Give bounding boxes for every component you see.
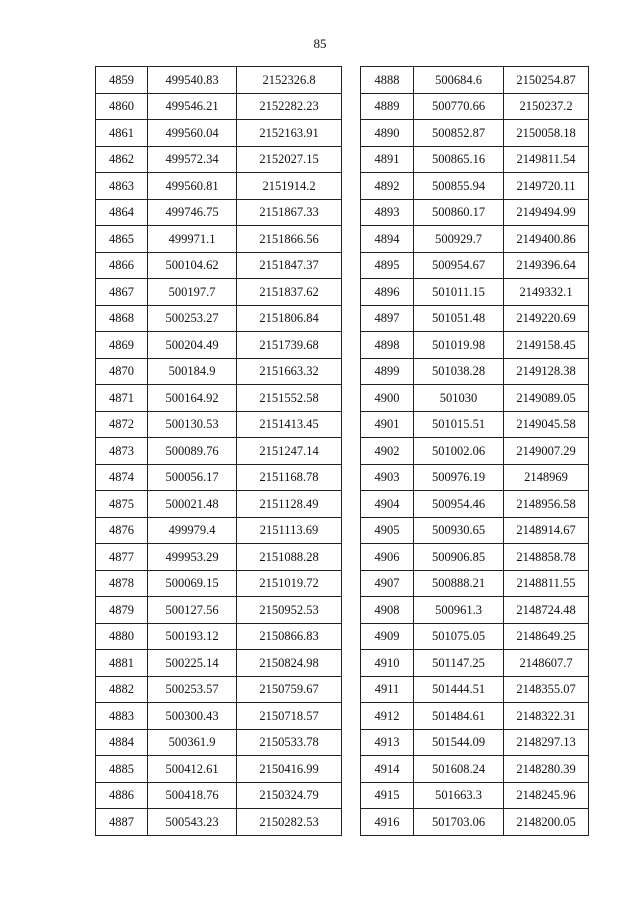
x-coordinate-cell: 501051.48 bbox=[414, 305, 504, 332]
point-number-cell: 4915 bbox=[361, 782, 414, 809]
x-coordinate-cell: 500021.48 bbox=[148, 491, 237, 518]
x-coordinate-cell: 500954.67 bbox=[414, 252, 504, 279]
table-row bbox=[361, 146, 589, 173]
x-coordinate-cell: 501703.06 bbox=[414, 809, 504, 836]
y-coordinate-cell: 2150058.18 bbox=[504, 120, 589, 147]
y-coordinate-cell: 2149089.05 bbox=[504, 385, 589, 412]
y-coordinate-cell: 2152027.15 bbox=[237, 146, 342, 173]
y-coordinate-cell: 2151866.56 bbox=[237, 226, 342, 253]
y-coordinate-cell: 2148811.55 bbox=[504, 570, 589, 597]
table-row bbox=[96, 358, 342, 385]
table-row bbox=[96, 279, 342, 306]
x-coordinate-cell: 499540.83 bbox=[148, 67, 237, 94]
point-number-cell: 4862 bbox=[96, 146, 148, 173]
table-row bbox=[361, 93, 589, 120]
point-number-cell: 4898 bbox=[361, 332, 414, 359]
table-row bbox=[96, 809, 342, 836]
y-coordinate-cell: 2150416.99 bbox=[237, 756, 342, 783]
point-number-cell: 4881 bbox=[96, 650, 148, 677]
point-number-cell: 4912 bbox=[361, 703, 414, 730]
y-coordinate-cell: 2151739.68 bbox=[237, 332, 342, 359]
y-coordinate-cell: 2148322.31 bbox=[504, 703, 589, 730]
point-number-cell: 4893 bbox=[361, 199, 414, 226]
table-row bbox=[361, 597, 589, 624]
table-row bbox=[361, 650, 589, 677]
x-coordinate-cell: 500197.7 bbox=[148, 279, 237, 306]
table-row bbox=[96, 411, 342, 438]
y-coordinate-cell: 2150718.57 bbox=[237, 703, 342, 730]
y-coordinate-cell: 2148956.58 bbox=[504, 491, 589, 518]
x-coordinate-cell: 500929.7 bbox=[414, 226, 504, 253]
table-row bbox=[361, 809, 589, 836]
table-row bbox=[361, 411, 589, 438]
y-coordinate-cell: 2149720.11 bbox=[504, 173, 589, 200]
x-coordinate-cell: 500976.19 bbox=[414, 464, 504, 491]
table-row bbox=[361, 729, 589, 756]
table-row bbox=[361, 756, 589, 783]
y-coordinate-cell: 2148280.39 bbox=[504, 756, 589, 783]
point-number-cell: 4870 bbox=[96, 358, 148, 385]
y-coordinate-cell: 2150952.53 bbox=[237, 597, 342, 624]
table-row bbox=[96, 729, 342, 756]
point-number-cell: 4867 bbox=[96, 279, 148, 306]
x-coordinate-cell: 500412.61 bbox=[148, 756, 237, 783]
point-number-cell: 4897 bbox=[361, 305, 414, 332]
point-number-cell: 4910 bbox=[361, 650, 414, 677]
table-row bbox=[96, 332, 342, 359]
x-coordinate-cell: 500543.23 bbox=[148, 809, 237, 836]
y-coordinate-cell: 2148200.05 bbox=[504, 809, 589, 836]
table-row bbox=[96, 544, 342, 571]
point-number-cell: 4882 bbox=[96, 676, 148, 703]
table-row bbox=[96, 93, 342, 120]
point-number-cell: 4886 bbox=[96, 782, 148, 809]
x-coordinate-cell: 500770.66 bbox=[414, 93, 504, 120]
y-coordinate-cell: 2150282.53 bbox=[237, 809, 342, 836]
y-coordinate-cell: 2151019.72 bbox=[237, 570, 342, 597]
y-coordinate-cell: 2150324.79 bbox=[237, 782, 342, 809]
coordinates-table-right bbox=[360, 66, 589, 836]
table-row bbox=[96, 491, 342, 518]
point-number-cell: 4907 bbox=[361, 570, 414, 597]
x-coordinate-cell: 501011.15 bbox=[414, 279, 504, 306]
x-coordinate-cell: 501030 bbox=[414, 385, 504, 412]
x-coordinate-cell: 500300.43 bbox=[148, 703, 237, 730]
x-coordinate-cell: 500906.85 bbox=[414, 544, 504, 571]
y-coordinate-cell: 2151847.37 bbox=[237, 252, 342, 279]
point-number-cell: 4903 bbox=[361, 464, 414, 491]
table-row bbox=[361, 332, 589, 359]
point-number-cell: 4906 bbox=[361, 544, 414, 571]
table-row bbox=[361, 305, 589, 332]
table-row bbox=[96, 67, 342, 94]
table-row bbox=[361, 67, 589, 94]
point-number-cell: 4899 bbox=[361, 358, 414, 385]
y-coordinate-cell: 2149811.54 bbox=[504, 146, 589, 173]
table-row bbox=[361, 279, 589, 306]
point-number-cell: 4860 bbox=[96, 93, 148, 120]
x-coordinate-cell: 501663.3 bbox=[414, 782, 504, 809]
table-row bbox=[96, 623, 342, 650]
table-row bbox=[361, 623, 589, 650]
table-row bbox=[96, 570, 342, 597]
table-row bbox=[96, 756, 342, 783]
y-coordinate-cell: 2150759.67 bbox=[237, 676, 342, 703]
x-coordinate-cell: 500253.57 bbox=[148, 676, 237, 703]
point-number-cell: 4859 bbox=[96, 67, 148, 94]
x-coordinate-cell: 501484.61 bbox=[414, 703, 504, 730]
point-number-cell: 4861 bbox=[96, 120, 148, 147]
point-number-cell: 4896 bbox=[361, 279, 414, 306]
table-row bbox=[96, 676, 342, 703]
y-coordinate-cell: 2150237.2 bbox=[504, 93, 589, 120]
y-coordinate-cell: 2151806.84 bbox=[237, 305, 342, 332]
y-coordinate-cell: 2150866.83 bbox=[237, 623, 342, 650]
x-coordinate-cell: 501544.09 bbox=[414, 729, 504, 756]
x-coordinate-cell: 499746.75 bbox=[148, 199, 237, 226]
y-coordinate-cell: 2151552.58 bbox=[237, 385, 342, 412]
table-row bbox=[361, 173, 589, 200]
table-row bbox=[96, 438, 342, 465]
table-row bbox=[96, 650, 342, 677]
point-number-cell: 4866 bbox=[96, 252, 148, 279]
y-coordinate-cell: 2149400.86 bbox=[504, 226, 589, 253]
x-coordinate-cell: 499546.21 bbox=[148, 93, 237, 120]
x-coordinate-cell: 501019.98 bbox=[414, 332, 504, 359]
y-coordinate-cell: 2150533.78 bbox=[237, 729, 342, 756]
point-number-cell: 4880 bbox=[96, 623, 148, 650]
y-coordinate-cell: 2151113.69 bbox=[237, 517, 342, 544]
x-coordinate-cell: 500056.17 bbox=[148, 464, 237, 491]
y-coordinate-cell: 2149332.1 bbox=[504, 279, 589, 306]
table-row bbox=[361, 544, 589, 571]
y-coordinate-cell: 2149158.45 bbox=[504, 332, 589, 359]
y-coordinate-cell: 2151663.32 bbox=[237, 358, 342, 385]
table-row bbox=[96, 120, 342, 147]
x-coordinate-cell: 500860.17 bbox=[414, 199, 504, 226]
point-number-cell: 4872 bbox=[96, 411, 148, 438]
x-coordinate-cell: 499971.1 bbox=[148, 226, 237, 253]
x-coordinate-cell: 500961.3 bbox=[414, 597, 504, 624]
x-coordinate-cell: 499979.4 bbox=[148, 517, 237, 544]
x-coordinate-cell: 500130.53 bbox=[148, 411, 237, 438]
x-coordinate-cell: 500127.56 bbox=[148, 597, 237, 624]
x-coordinate-cell: 500193.12 bbox=[148, 623, 237, 650]
table-row bbox=[96, 305, 342, 332]
table-row bbox=[96, 146, 342, 173]
point-number-cell: 4909 bbox=[361, 623, 414, 650]
table-row bbox=[361, 252, 589, 279]
y-coordinate-cell: 2148607.7 bbox=[504, 650, 589, 677]
table-row bbox=[361, 385, 589, 412]
x-coordinate-cell: 499953.29 bbox=[148, 544, 237, 571]
table-row bbox=[361, 491, 589, 518]
x-coordinate-cell: 500418.76 bbox=[148, 782, 237, 809]
point-number-cell: 4889 bbox=[361, 93, 414, 120]
point-number-cell: 4878 bbox=[96, 570, 148, 597]
point-number-cell: 4876 bbox=[96, 517, 148, 544]
point-number-cell: 4890 bbox=[361, 120, 414, 147]
y-coordinate-cell: 2148914.67 bbox=[504, 517, 589, 544]
x-coordinate-cell: 500930.65 bbox=[414, 517, 504, 544]
table-row bbox=[96, 517, 342, 544]
y-coordinate-cell: 2149494.99 bbox=[504, 199, 589, 226]
point-number-cell: 4902 bbox=[361, 438, 414, 465]
x-coordinate-cell: 500184.9 bbox=[148, 358, 237, 385]
y-coordinate-cell: 2151837.62 bbox=[237, 279, 342, 306]
point-number-cell: 4874 bbox=[96, 464, 148, 491]
point-number-cell: 4913 bbox=[361, 729, 414, 756]
page-number: 85 bbox=[313, 36, 327, 51]
y-coordinate-cell: 2148297.13 bbox=[504, 729, 589, 756]
x-coordinate-cell: 500865.16 bbox=[414, 146, 504, 173]
point-number-cell: 4900 bbox=[361, 385, 414, 412]
table-row bbox=[96, 199, 342, 226]
point-number-cell: 4885 bbox=[96, 756, 148, 783]
x-coordinate-cell: 499572.34 bbox=[148, 146, 237, 173]
y-coordinate-cell: 2150824.98 bbox=[237, 650, 342, 677]
x-coordinate-cell: 500104.62 bbox=[148, 252, 237, 279]
point-number-cell: 4892 bbox=[361, 173, 414, 200]
point-number-cell: 4908 bbox=[361, 597, 414, 624]
y-coordinate-cell: 2149128.38 bbox=[504, 358, 589, 385]
x-coordinate-cell: 501075.05 bbox=[414, 623, 504, 650]
x-coordinate-cell: 501608.24 bbox=[414, 756, 504, 783]
point-number-cell: 4865 bbox=[96, 226, 148, 253]
table-row bbox=[96, 464, 342, 491]
y-coordinate-cell: 2149220.69 bbox=[504, 305, 589, 332]
x-coordinate-cell: 500204.49 bbox=[148, 332, 237, 359]
point-number-cell: 4875 bbox=[96, 491, 148, 518]
x-coordinate-cell: 500361.9 bbox=[148, 729, 237, 756]
table-row bbox=[361, 464, 589, 491]
x-coordinate-cell: 501002.06 bbox=[414, 438, 504, 465]
x-coordinate-cell: 500954.46 bbox=[414, 491, 504, 518]
y-coordinate-cell: 2151413.45 bbox=[237, 411, 342, 438]
y-coordinate-cell: 2151867.33 bbox=[237, 199, 342, 226]
point-number-cell: 4868 bbox=[96, 305, 148, 332]
table-row bbox=[96, 252, 342, 279]
table-row bbox=[361, 199, 589, 226]
x-coordinate-cell: 500855.94 bbox=[414, 173, 504, 200]
y-coordinate-cell: 2149007.29 bbox=[504, 438, 589, 465]
point-number-cell: 4887 bbox=[96, 809, 148, 836]
y-coordinate-cell: 2148969 bbox=[504, 464, 589, 491]
x-coordinate-cell: 500225.14 bbox=[148, 650, 237, 677]
point-number-cell: 4879 bbox=[96, 597, 148, 624]
point-number-cell: 4883 bbox=[96, 703, 148, 730]
coordinates-table-left bbox=[95, 66, 342, 836]
table-row bbox=[361, 517, 589, 544]
x-coordinate-cell: 500852.87 bbox=[414, 120, 504, 147]
point-number-cell: 4873 bbox=[96, 438, 148, 465]
point-number-cell: 4904 bbox=[361, 491, 414, 518]
table-row bbox=[96, 703, 342, 730]
y-coordinate-cell: 2152326.8 bbox=[237, 67, 342, 94]
table-row bbox=[361, 120, 589, 147]
point-number-cell: 4888 bbox=[361, 67, 414, 94]
x-coordinate-cell: 500888.21 bbox=[414, 570, 504, 597]
x-coordinate-cell: 500069.15 bbox=[148, 570, 237, 597]
point-number-cell: 4884 bbox=[96, 729, 148, 756]
table-row bbox=[361, 676, 589, 703]
table-row bbox=[361, 438, 589, 465]
point-number-cell: 4894 bbox=[361, 226, 414, 253]
y-coordinate-cell: 2152163.91 bbox=[237, 120, 342, 147]
x-coordinate-cell: 500164.92 bbox=[148, 385, 237, 412]
x-coordinate-cell: 501038.28 bbox=[414, 358, 504, 385]
point-number-cell: 4869 bbox=[96, 332, 148, 359]
y-coordinate-cell: 2151914.2 bbox=[237, 173, 342, 200]
table-row bbox=[96, 173, 342, 200]
y-coordinate-cell: 2151128.49 bbox=[237, 491, 342, 518]
x-coordinate-cell: 500089.76 bbox=[148, 438, 237, 465]
table-row bbox=[96, 226, 342, 253]
y-coordinate-cell: 2151168.78 bbox=[237, 464, 342, 491]
point-number-cell: 4863 bbox=[96, 173, 148, 200]
x-coordinate-cell: 500253.27 bbox=[148, 305, 237, 332]
table-row bbox=[96, 597, 342, 624]
table-row bbox=[96, 385, 342, 412]
table-row bbox=[361, 226, 589, 253]
table-row bbox=[361, 703, 589, 730]
y-coordinate-cell: 2148858.78 bbox=[504, 544, 589, 571]
x-coordinate-cell: 499560.81 bbox=[148, 173, 237, 200]
y-coordinate-cell: 2149045.58 bbox=[504, 411, 589, 438]
y-coordinate-cell: 2151088.28 bbox=[237, 544, 342, 571]
point-number-cell: 4877 bbox=[96, 544, 148, 571]
table-row bbox=[361, 358, 589, 385]
point-number-cell: 4891 bbox=[361, 146, 414, 173]
point-number-cell: 4864 bbox=[96, 199, 148, 226]
y-coordinate-cell: 2148649.25 bbox=[504, 623, 589, 650]
x-coordinate-cell: 500684.6 bbox=[414, 67, 504, 94]
y-coordinate-cell: 2150254.87 bbox=[504, 67, 589, 94]
point-number-cell: 4905 bbox=[361, 517, 414, 544]
point-number-cell: 4916 bbox=[361, 809, 414, 836]
table-row bbox=[361, 570, 589, 597]
x-coordinate-cell: 501015.51 bbox=[414, 411, 504, 438]
point-number-cell: 4911 bbox=[361, 676, 414, 703]
x-coordinate-cell: 499560.04 bbox=[148, 120, 237, 147]
point-number-cell: 4914 bbox=[361, 756, 414, 783]
x-coordinate-cell: 501444.51 bbox=[414, 676, 504, 703]
point-number-cell: 4895 bbox=[361, 252, 414, 279]
point-number-cell: 4901 bbox=[361, 411, 414, 438]
table-row bbox=[361, 782, 589, 809]
y-coordinate-cell: 2151247.14 bbox=[237, 438, 342, 465]
y-coordinate-cell: 2148724.48 bbox=[504, 597, 589, 624]
y-coordinate-cell: 2148245.96 bbox=[504, 782, 589, 809]
table-row bbox=[96, 782, 342, 809]
point-number-cell: 4871 bbox=[96, 385, 148, 412]
y-coordinate-cell: 2148355.07 bbox=[504, 676, 589, 703]
y-coordinate-cell: 2152282.23 bbox=[237, 93, 342, 120]
x-coordinate-cell: 501147.25 bbox=[414, 650, 504, 677]
y-coordinate-cell: 2149396.64 bbox=[504, 252, 589, 279]
